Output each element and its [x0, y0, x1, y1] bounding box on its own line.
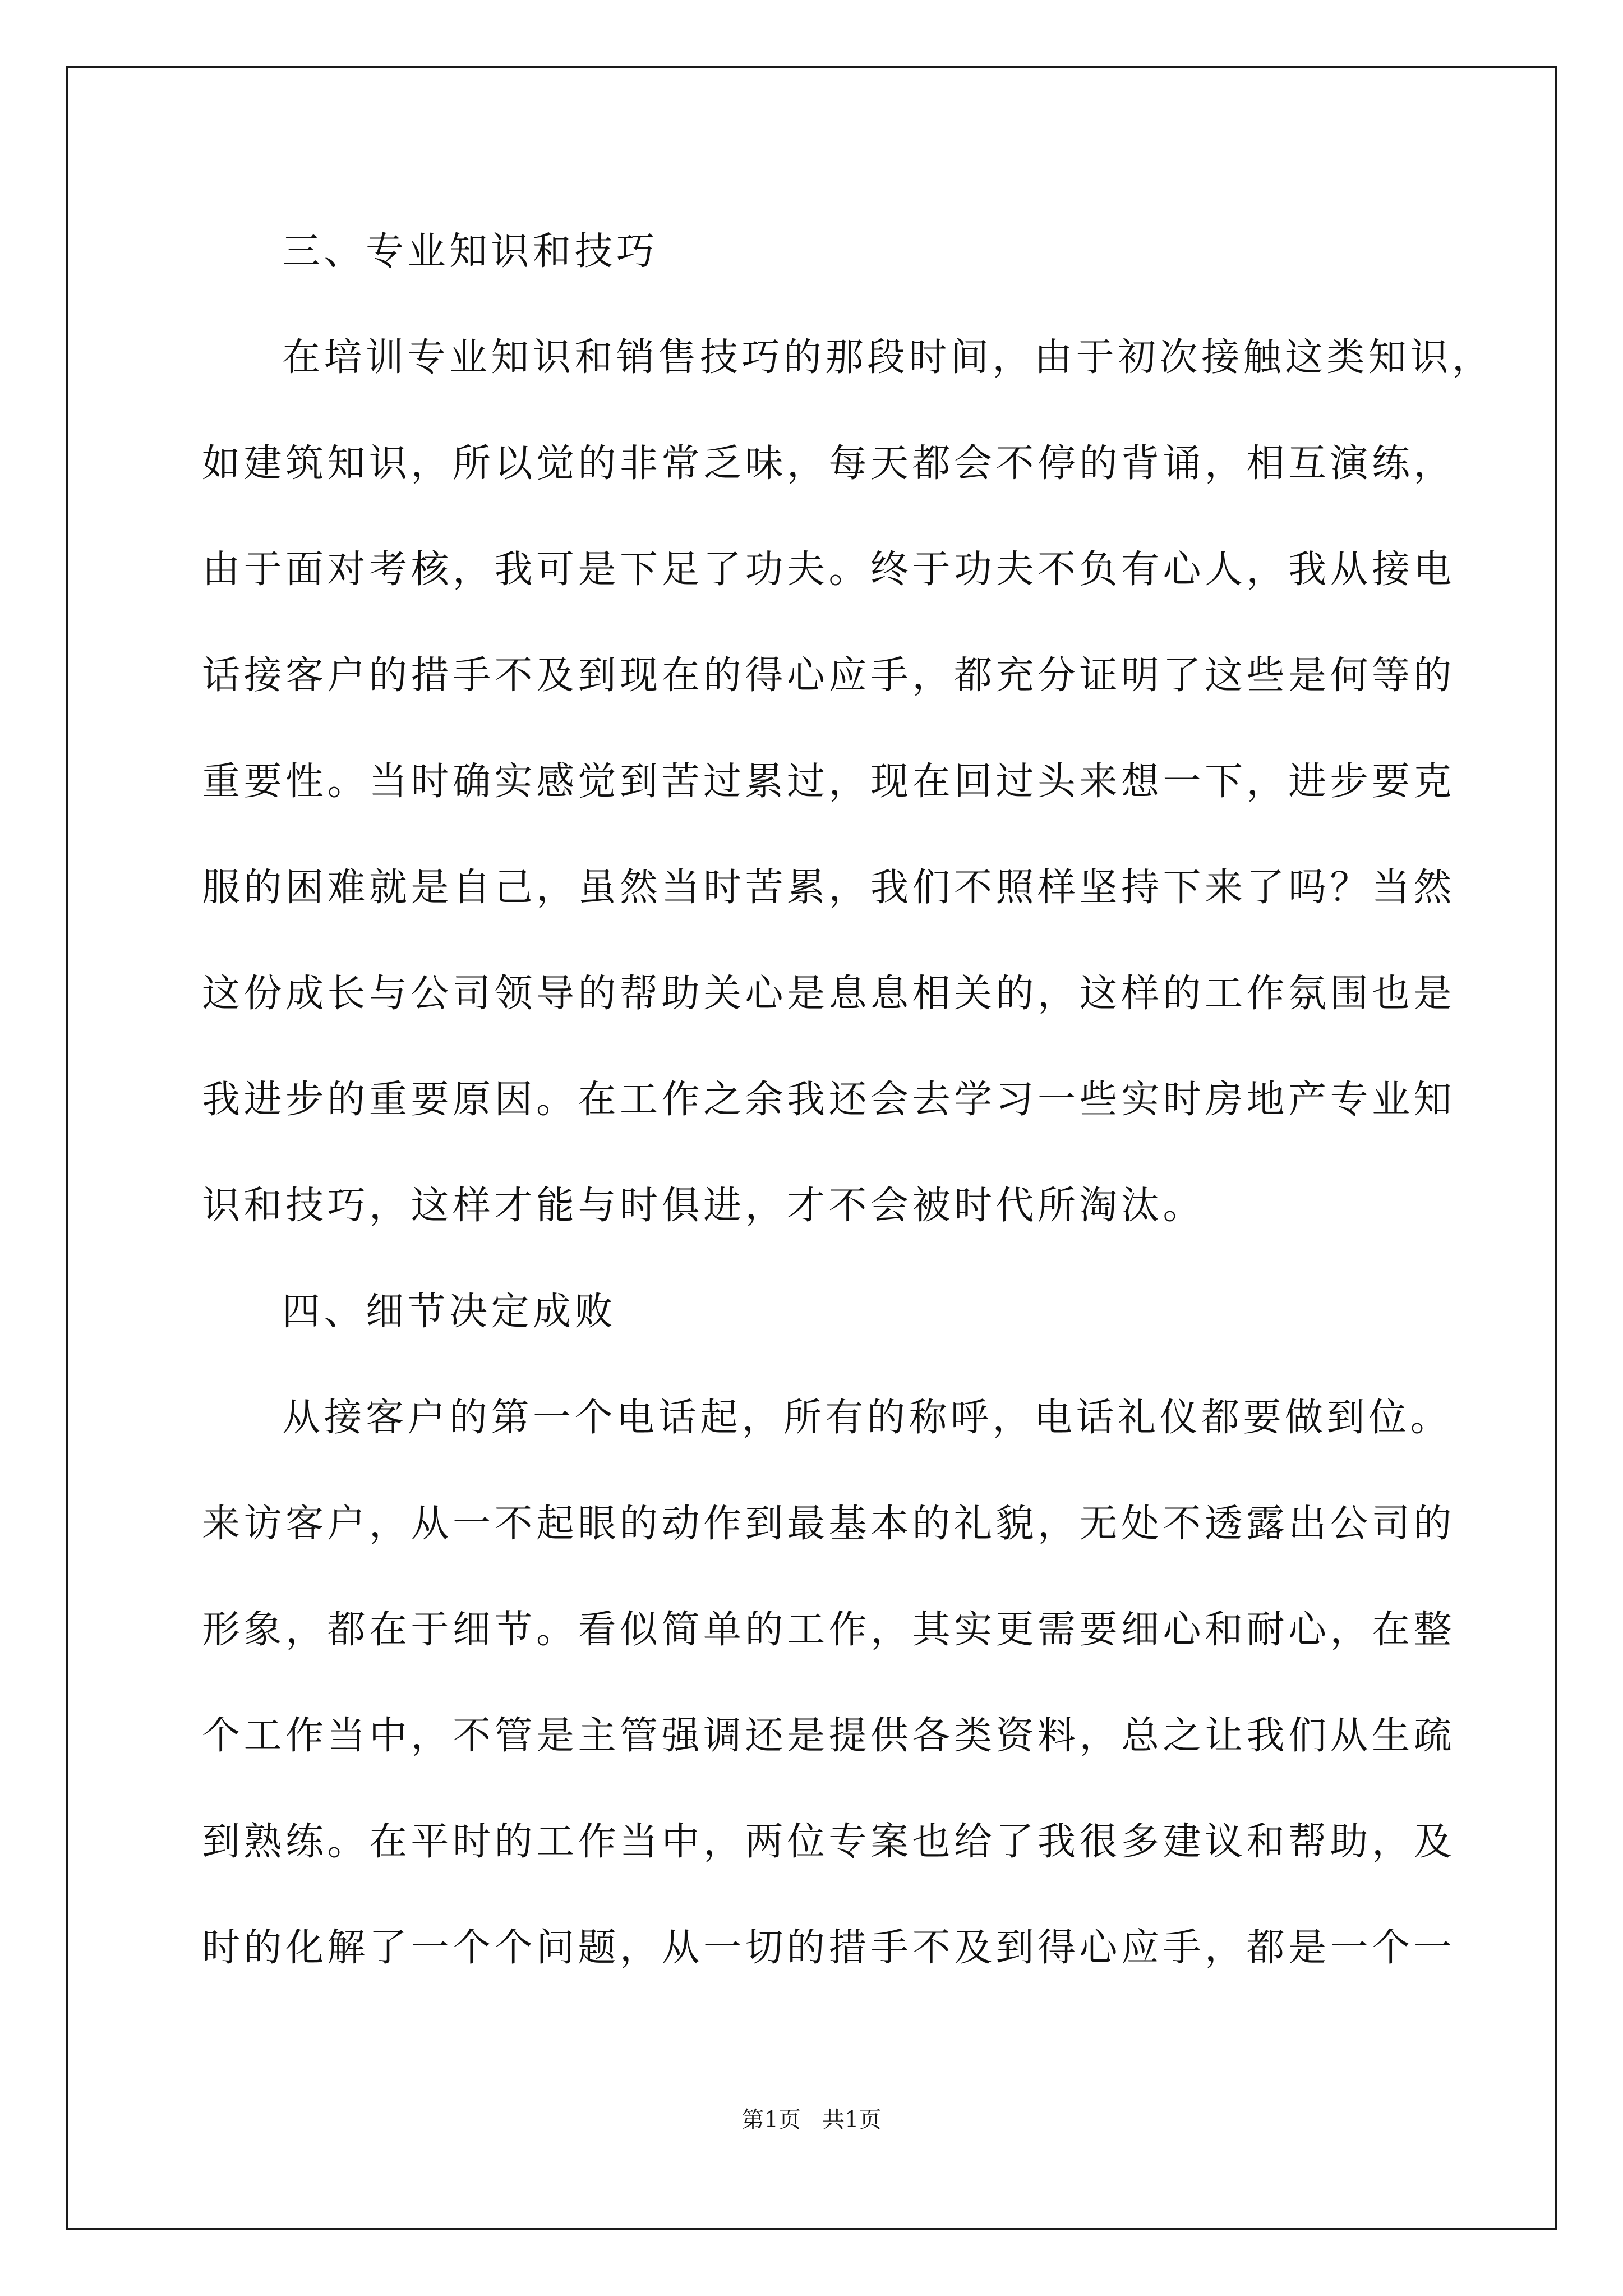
- paragraph-line: 重要性。当时确实感觉到苦过累过，现在回过头来想一下，进步要克: [202, 760, 1456, 804]
- paragraph-line: 服的困难就是自己，虽然当时苦累，我们不照样坚持下来了吗？当然: [202, 866, 1456, 910]
- page-border: [66, 66, 1557, 2230]
- paragraph-line: 如建筑知识，所以觉的非常乏味，每天都会不停的背诵，相互演练，: [202, 441, 1456, 486]
- paragraph-line: 个工作当中，不管是主管强调还是提供各类资料，总之让我们从生疏: [202, 1714, 1456, 1758]
- paragraph-line: 识和技巧，这样才能与时俱进，才不会被时代所淘汰。: [202, 1184, 1205, 1228]
- paragraph-line: 从接客户的第一个电话起，所有的称呼，电话礼仪都要做到位。: [282, 1396, 1453, 1440]
- paragraph-line: 时的化解了一个个问题，从一切的措手不及到得心应手，都是一个一: [202, 1926, 1456, 1970]
- page-number-footer: 第1页 共1页: [741, 2107, 882, 2133]
- paragraph-line: 在培训专业知识和销售技巧的那段时间，由于初次接触这类知识，: [282, 335, 1494, 380]
- paragraph-line: 话接客户的措手不及到现在的得心应手，都充分证明了这些是何等的: [202, 654, 1456, 698]
- section-heading-4: 四、细节决定成败: [282, 1290, 617, 1334]
- paragraph-line: 到熟练。在平时的工作当中，两位专案也给了我很多建议和帮助，及: [202, 1820, 1456, 1864]
- paragraph-line: 由于面对考核，我可是下足了功夫。终于功夫不负有心人，我从接电: [202, 547, 1456, 592]
- paragraph-line: 这份成长与公司领导的帮助关心是息息相关的，这样的工作氛围也是: [202, 972, 1456, 1016]
- paragraph-line: 来访客户，从一不起眼的动作到最基本的礼貌，无处不透露出公司的: [202, 1502, 1456, 1546]
- paragraph-line: 我进步的重要原因。在工作之余我还会去学习一些实时房地产专业知: [202, 1078, 1456, 1122]
- paragraph-line: 形象，都在于细节。看似简单的工作，其实更需要细心和耐心，在整: [202, 1608, 1456, 1652]
- section-heading-3: 三、专业知识和技巧: [282, 229, 658, 274]
